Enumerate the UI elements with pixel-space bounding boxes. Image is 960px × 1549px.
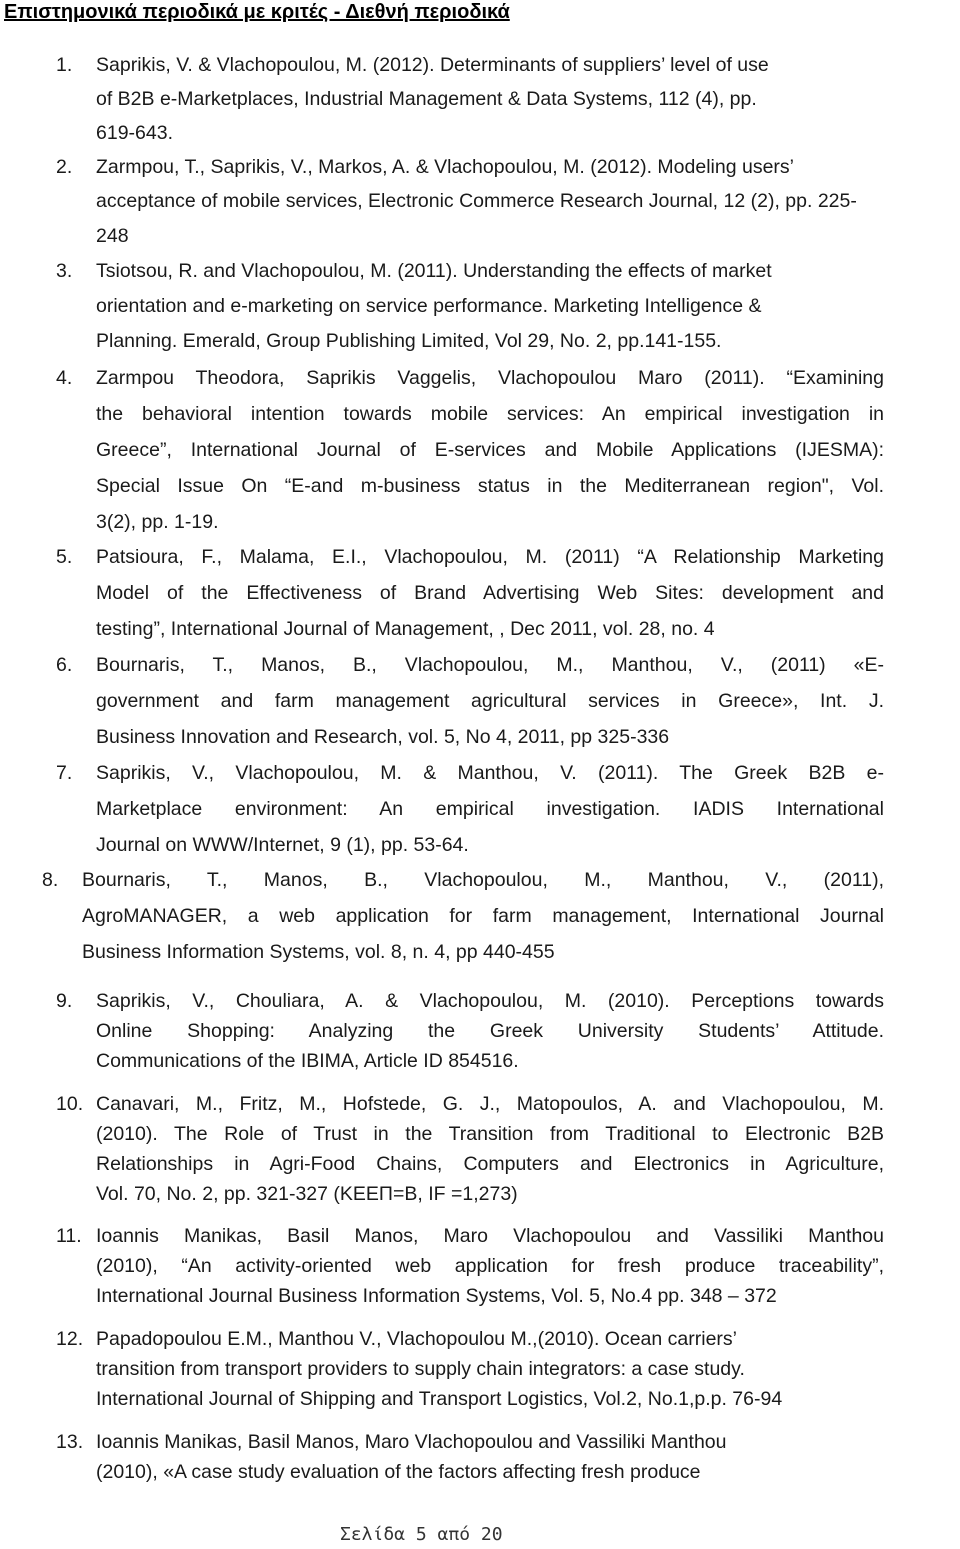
reference-line: Communications of the IBIMA, Article ID 854516. — [96, 1050, 519, 1072]
reference-line: Model of the Effectiveness of Brand Advertising Web Sites: development and — [96, 582, 884, 604]
reference-line: Ioannis Manikas, Basil Manos, Maro Vlachopoulou and Vassiliki Manthou — [96, 1431, 727, 1453]
reference-line: Zarmpou Theodora, Saprikis Vaggelis, Vlachopoulou Maro (2011). “Examining — [96, 367, 884, 389]
reference-line: Saprikis, V., Vlachopoulou, M. & Manthou, V. (2011). The Greek B2B e- — [96, 762, 884, 784]
reference-line: Relationships in Agri-Food Chains, Computers and Electronics in Agriculture, — [96, 1153, 884, 1175]
reference-line: Online Shopping: Analyzing the Greek University Students’ Attitude. — [96, 1020, 884, 1042]
reference-line: Saprikis, V., Chouliara, A. & Vlachopoulou, M. (2010). Perceptions towards — [96, 990, 884, 1012]
reference-line: government and farm management agricultural services in Greece», Int. J. — [96, 690, 884, 712]
reference-line: 3(2), pp. 1-19. — [96, 511, 219, 533]
reference-number: 13. — [56, 1431, 84, 1453]
reference-number: 3. — [56, 260, 73, 282]
reference-line: (2010), «A case study evaluation of the factors affecting fresh produce — [96, 1461, 701, 1483]
reference-line: of B2B e-Marketplaces, Industrial Management & Data Systems, 112 (4), pp. — [96, 88, 757, 110]
section-heading: Επιστημονικά περιοδικά με κριτές - Διεθνή περιοδικά — [4, 1, 510, 23]
reference-number: 1. — [56, 54, 73, 76]
reference-number: 10. — [56, 1093, 84, 1115]
reference-number: 5. — [56, 546, 73, 568]
reference-line: Bournaris, T., Manos, B., Vlachopoulou, M., Manthou, V., (2011) «E- — [96, 654, 884, 676]
reference-line: Vol. 70, No. 2, pp. 321-327 (ΚΕΕΠ=Β, IF =1,273) — [96, 1183, 518, 1205]
reference-line: International Journal Business Information Systems, Vol. 5, No.4 pp. 348 – 372 — [96, 1285, 777, 1307]
reference-line: (2010), “An activity-oriented web application for fresh produce traceability”, — [96, 1255, 884, 1277]
reference-line: Papadopoulou E.M., Manthou V., Vlachopoulou M.,(2010). Ocean carriers’ — [96, 1328, 737, 1350]
reference-line: Ioannis Manikas, Basil Manos, Maro Vlachopoulou and Vassiliki Manthou — [96, 1225, 884, 1247]
reference-line: Business Innovation and Research, vol. 5, No 4, 2011, pp 325-336 — [96, 726, 670, 748]
reference-line: transition from transport providers to supply chain integrators: a case study. — [96, 1358, 745, 1380]
reference-line: orientation and e-marketing on service performance. Marketing Intelligence & — [96, 295, 762, 317]
reference-line: Planning. Emerald, Group Publishing Limited, Vol 29, No. 2, pp.141-155. — [96, 330, 722, 352]
reference-line: 248 — [96, 225, 129, 247]
reference-line: Marketplace environment: An empirical investigation. IADIS International — [96, 798, 884, 820]
reference-line: Saprikis, V. & Vlachopoulou, M. (2012). Determinants of suppliers’ level of use — [96, 54, 769, 76]
reference-number: 12. — [56, 1328, 84, 1350]
reference-line: Zarmpou, T., Saprikis, V., Markos, A. & Vlachopoulou, M. (2012). Modeling users’ — [96, 156, 794, 178]
reference-line: Bournaris, T., Manos, B., Vlachopoulou, M., Manthou, V., (2011), — [82, 869, 884, 891]
reference-line: AgroMANAGER, a web application for farm management, International Journal — [82, 905, 884, 927]
reference-line: International Journal of Shipping and Transport Logistics, Vol.2, No.1,p.p. 76-94 — [96, 1388, 783, 1410]
reference-line: the behavioral intention towards mobile services: An empirical investigation in — [96, 403, 884, 425]
reference-line: testing”, International Journal of Management, , Dec 2011, vol. 28, no. 4 — [96, 618, 715, 640]
reference-line: acceptance of mobile services, Electronic Commerce Research Journal, 12 (2), pp. 225- — [96, 190, 857, 212]
reference-number: 6. — [56, 654, 73, 676]
reference-number: 2. — [56, 156, 73, 178]
reference-line: Special Issue On “E-and m-business status in the Mediterranean region", Vol. — [96, 475, 884, 497]
reference-line: Patsioura, F., Malama, E.I., Vlachopoulou, M. (2011) “A Relationship Marketing — [96, 546, 884, 568]
reference-line: Tsiotsou, R. and Vlachopoulou, M. (2011). Understanding the effects of market — [96, 260, 772, 282]
reference-line: Canavari, M., Fritz, M., Hofstede, G. J., Matopoulos, A. and Vlachopoulou, M. — [96, 1093, 884, 1115]
reference-number: 8. — [42, 869, 59, 891]
reference-number: 4. — [56, 367, 73, 389]
reference-line: Greece”, International Journal of E-services and Mobile Applications (IJESMA): — [96, 439, 884, 461]
reference-number: 9. — [56, 990, 73, 1012]
reference-line: Journal on WWW/Internet, 9 (1), pp. 53-64. — [96, 834, 469, 856]
reference-number: 7. — [56, 762, 73, 784]
reference-line: (2010). The Role of Trust in the Transition from Traditional to Electronic B2B — [96, 1123, 884, 1145]
reference-line: 619-643. — [96, 122, 173, 144]
reference-number: 11. — [56, 1225, 82, 1247]
reference-line: Business Information Systems, vol. 8, n. 4, pp 440-455 — [82, 941, 555, 963]
page-number-footer: Σελίδα 5 από 20 — [340, 1524, 503, 1545]
